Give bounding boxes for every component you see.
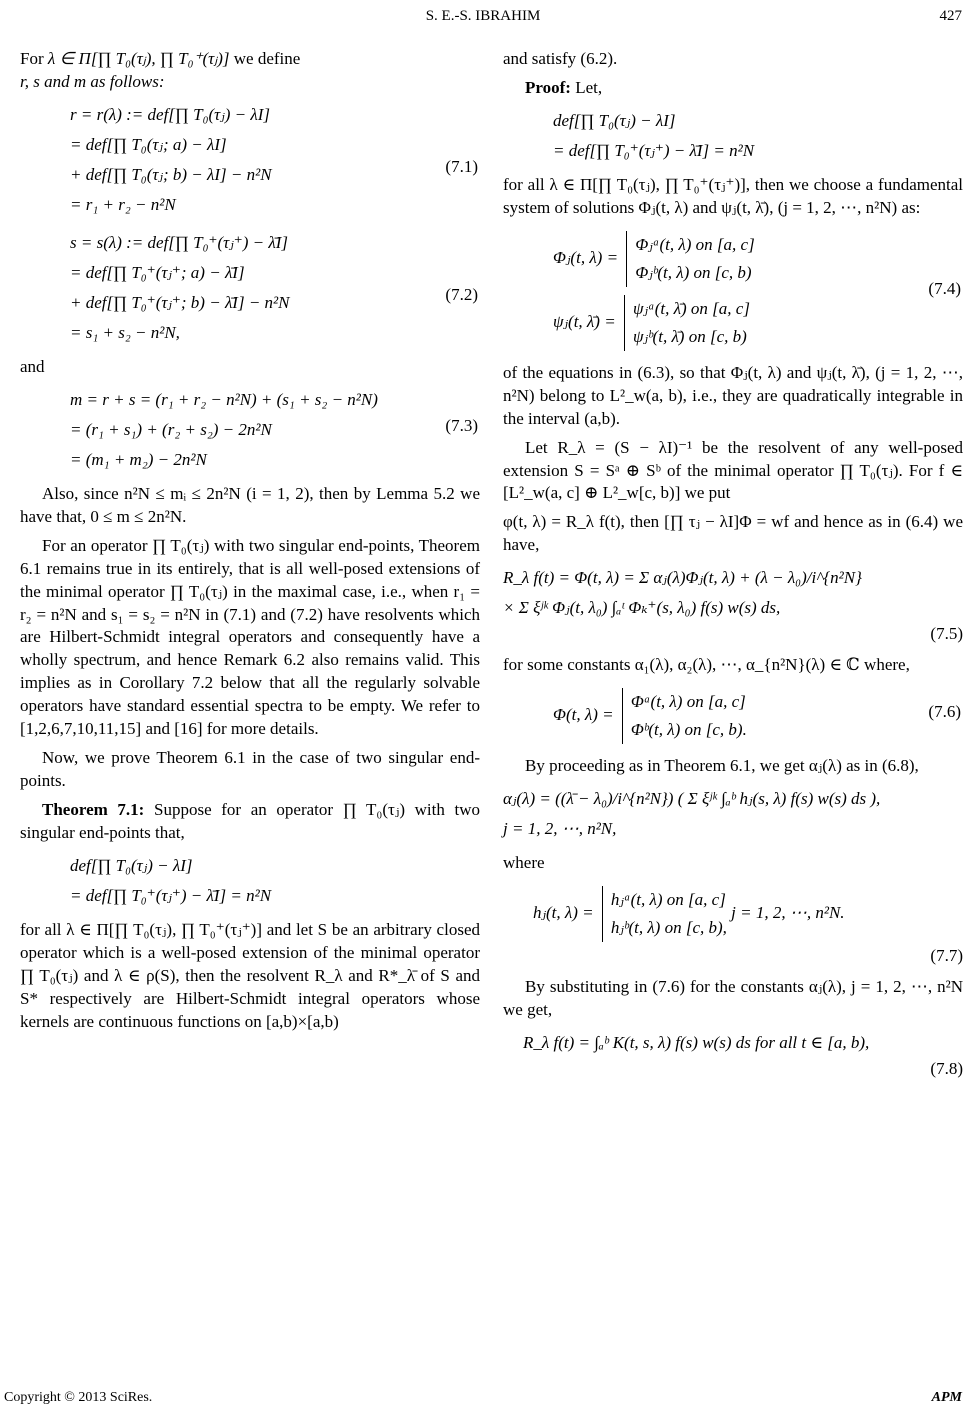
equation-7-5: R_λ f(t) = Φ(t, λ) = Σ αⱼ(λ)Φⱼ(t, λ) + (λ − λ₀)/i^{n²N} × Σ ξʲᵏ Φⱼ(t, λ₀) ∫ₐᵗ Φₖ⁺(s, λ₀) f(s) w(s) ds, (7.5)	[503, 563, 963, 646]
right-paragraph-6: for some constants α₁(λ), α₂(λ), ⋯, α_{n²N}(λ) ∈ ℂ where,	[503, 655, 910, 675]
equation-number: (7.5)	[930, 624, 963, 644]
proof-start: Proof: Let,	[525, 77, 603, 97]
left-paragraph-4: Now, we prove Theorem 6.1 in the case of two singular end-points.	[20, 748, 480, 791]
right-paragraph-5: φ(t, λ) = R_λ f(t), then [∏ τⱼ − λI]Φ = wf and hence as in (6.4) we have,	[503, 512, 963, 555]
equation-number: (7.7)	[930, 946, 963, 965]
running-head-author: S. E.-S. IBRAHIM	[425, 8, 541, 24]
proof-deficiency-equation: def[∏ T₀(τⱼ) − λI] = def[∏ T₀⁺(τⱼ⁺) − λ̄I] = n²N	[553, 110, 755, 160]
left-column	[20, 48, 480, 1040]
equation-7-8: R_λ f(t) = ∫ₐᵇ K(t, s, λ) f(s) w(s) ds for all t ∈ [a, b), (7.8)	[503, 1028, 963, 1081]
right-paragraph-1: and satisfy (6.2).	[503, 49, 618, 68]
equation-7-2: s = s(λ) := def[∏ T₀⁺(τⱼ⁺) − λ̄I] = def[∏ T₀⁺(τⱼ⁺; a) − λ̄I] + def[∏ T₀⁺(τⱼ⁺; b) − λ̄I] − n²N = s₁ + s₂ − n²N, (7.2)	[70, 232, 478, 342]
theorem-deficiency-equation: def[∏ T₀(τⱼ) − λI] = def[∏ T₀⁺(τⱼ⁺) − λ̄I] = n²N	[70, 855, 272, 905]
copyright: Copyright © 2013 SciRes.	[4, 1390, 153, 1405]
left-paragraph-3: For an operator ∏ T₀(τⱼ) with two singular end-points, Theorem 6.1 remains true in its entirely, that is all well-posed extensions of the minimal operator ∏ T₀(τⱼ) in the maximal case, i.e., when r₁ = r₂ = n²N and s₁ = s₂ = n²N in (7.1) and (7.2) have resolvents which are Hilbert-Schmidt integral operators and consequently have a wholly spectrum, and hence Remark 6.2 also remains valid. This implies as in Corollary 7.2 below that all the regularly solvable operators have standard essential spectra to be empty. We refer to [1,2,6,7,10,11,15] and [16] for more details.	[20, 535, 480, 739]
equation-number: (7.6)	[928, 702, 961, 722]
proof-label: Proof:	[525, 77, 571, 97]
equation-number: (7.1)	[445, 156, 478, 176]
left-paragraph-5: for all λ ∈ Π[∏ T₀(τⱼ), ∏ T₀⁺(τⱼ⁺)] and let S be an arbitrary closed operator which is a well-posed extension of the minimal operator ∏ T₀(τⱼ) and λ ∈ ρ(S), then the resolvent R_λ and R*_λ̄ of S and S* respectively are Hilbert-Schmidt integral operators whose kernels are continuous functions on [a,b)×[a,b)	[20, 919, 480, 1031]
equation-number: (7.3)	[445, 415, 478, 435]
right-paragraph-2: for all λ ∈ Π[∏ T₀(τⱼ), ∏ T₀⁺(τⱼ⁺)], then we choose a fundamental system of solutions Φⱼ(t, λ) and ψⱼ(t, λ̄), (j = 1, 2, ⋯, n²N) as:	[503, 174, 963, 217]
right-paragraph-4: Let R_λ = (S − λI)⁻¹ be the resolvent of any well-posed extension S = Sᵃ ⊕ Sᵇ of the minimal operator ∏ T₀(τⱼ). For f ∈ [L²_w(a, c] ⊕ L²_w[c, b)] we put	[503, 437, 963, 503]
right-paragraph-8: By substituting in (7.6) for the constants αⱼ(λ), j = 1, 2, ⋯, n²N we get,	[503, 976, 963, 1019]
theorem-7-1: Theorem 7.1: Suppose for an operator ∏ T₀(τⱼ) with two singular end-points that,	[20, 800, 480, 842]
lambda-domain-math: λ ∈ Π[∏ T₀(τⱼ), ∏ T₀⁺(τⱼ)]	[47, 49, 230, 68]
right-column	[503, 48, 963, 1089]
equation-number: (7.2)	[445, 284, 478, 304]
where-text: where	[503, 853, 545, 873]
right-paragraph-3: of the equations in (6.3), so that Φⱼ(t, λ) and ψⱼ(t, λ̄), (j = 1, 2, ⋯, n²N) belong to L²_w(a, b), i.e., they are quadratically integrable in the interval (a,b).	[503, 362, 963, 428]
theorem-label: Theorem 7.1:	[42, 800, 145, 819]
equation-7-6: Φ(t, λ) = Φᵃ(t, λ) on [a, c] Φᵇ(t, λ) on [c, b). (7.6)	[503, 683, 963, 747]
page-number: 427	[939, 8, 962, 24]
equation-7-4: Φⱼ(t, λ) = Φⱼᵃ(t, λ) on [a, c] Φⱼᵇ(t, λ) on [c, b) ψⱼ(t, λ̄) = ψⱼᵃ(t, λ̄) on [a, c] ψⱼᵇ(t, λ̄) on [c, b) (7.4)	[503, 226, 963, 354]
alpha-equation: αⱼ(λ) = ((λ̄ − λ₀)/i^{n²N}) ( Σ ξʲᵏ ∫ₐᵇ hⱼ(s, λ) f(s) w(s) ds ), j = 1, 2, ⋯, n²N,	[503, 789, 881, 839]
running-header	[0, 8, 966, 32]
journal-abbrev: APM	[931, 1390, 962, 1405]
equation-7-3: m = r + s = (r₁ + r₂ − n²N) + (s₁ + s₂ − n²N) = (r₁ + s₁) + (r₂ + s₂) − 2n²N = (m₁ + m₂) − 2n²N (7.3)	[70, 389, 478, 469]
equation-7-7: hⱼ(t, λ) = hⱼᵃ(t, λ) on [a, c] hⱼᵇ(t, λ) on [c, b), j = 1, 2, ⋯, n²N. (7.7)	[503, 881, 963, 968]
and-text: and	[20, 356, 45, 376]
right-paragraph-7: By proceeding as in Theorem 6.1, we get αⱼ(λ) as in (6.8),	[525, 756, 919, 776]
equation-7-1: r = r(λ) := def[∏ T₀(τⱼ) − λI] = def[∏ T₀(τⱼ; a) − λI] + def[∏ T₀(τⱼ; b) − λI] − n²N = r₁ + r₂ − n²N (7.1)	[70, 104, 478, 214]
left-paragraph-1: For λ ∈ Π[∏ T₀(τⱼ), ∏ T₀⁺(τⱼ)] we define r, s and m as follows:	[20, 49, 301, 91]
equation-number: (7.8)	[930, 1058, 963, 1078]
equation-number: (7.4)	[928, 278, 961, 298]
left-paragraph-2: Also, since n²N ≤ mᵢ ≤ 2n²N (i = 1, 2), then by Lemma 5.2 we have that, 0 ≤ m ≤ 2n²N.	[20, 483, 480, 526]
